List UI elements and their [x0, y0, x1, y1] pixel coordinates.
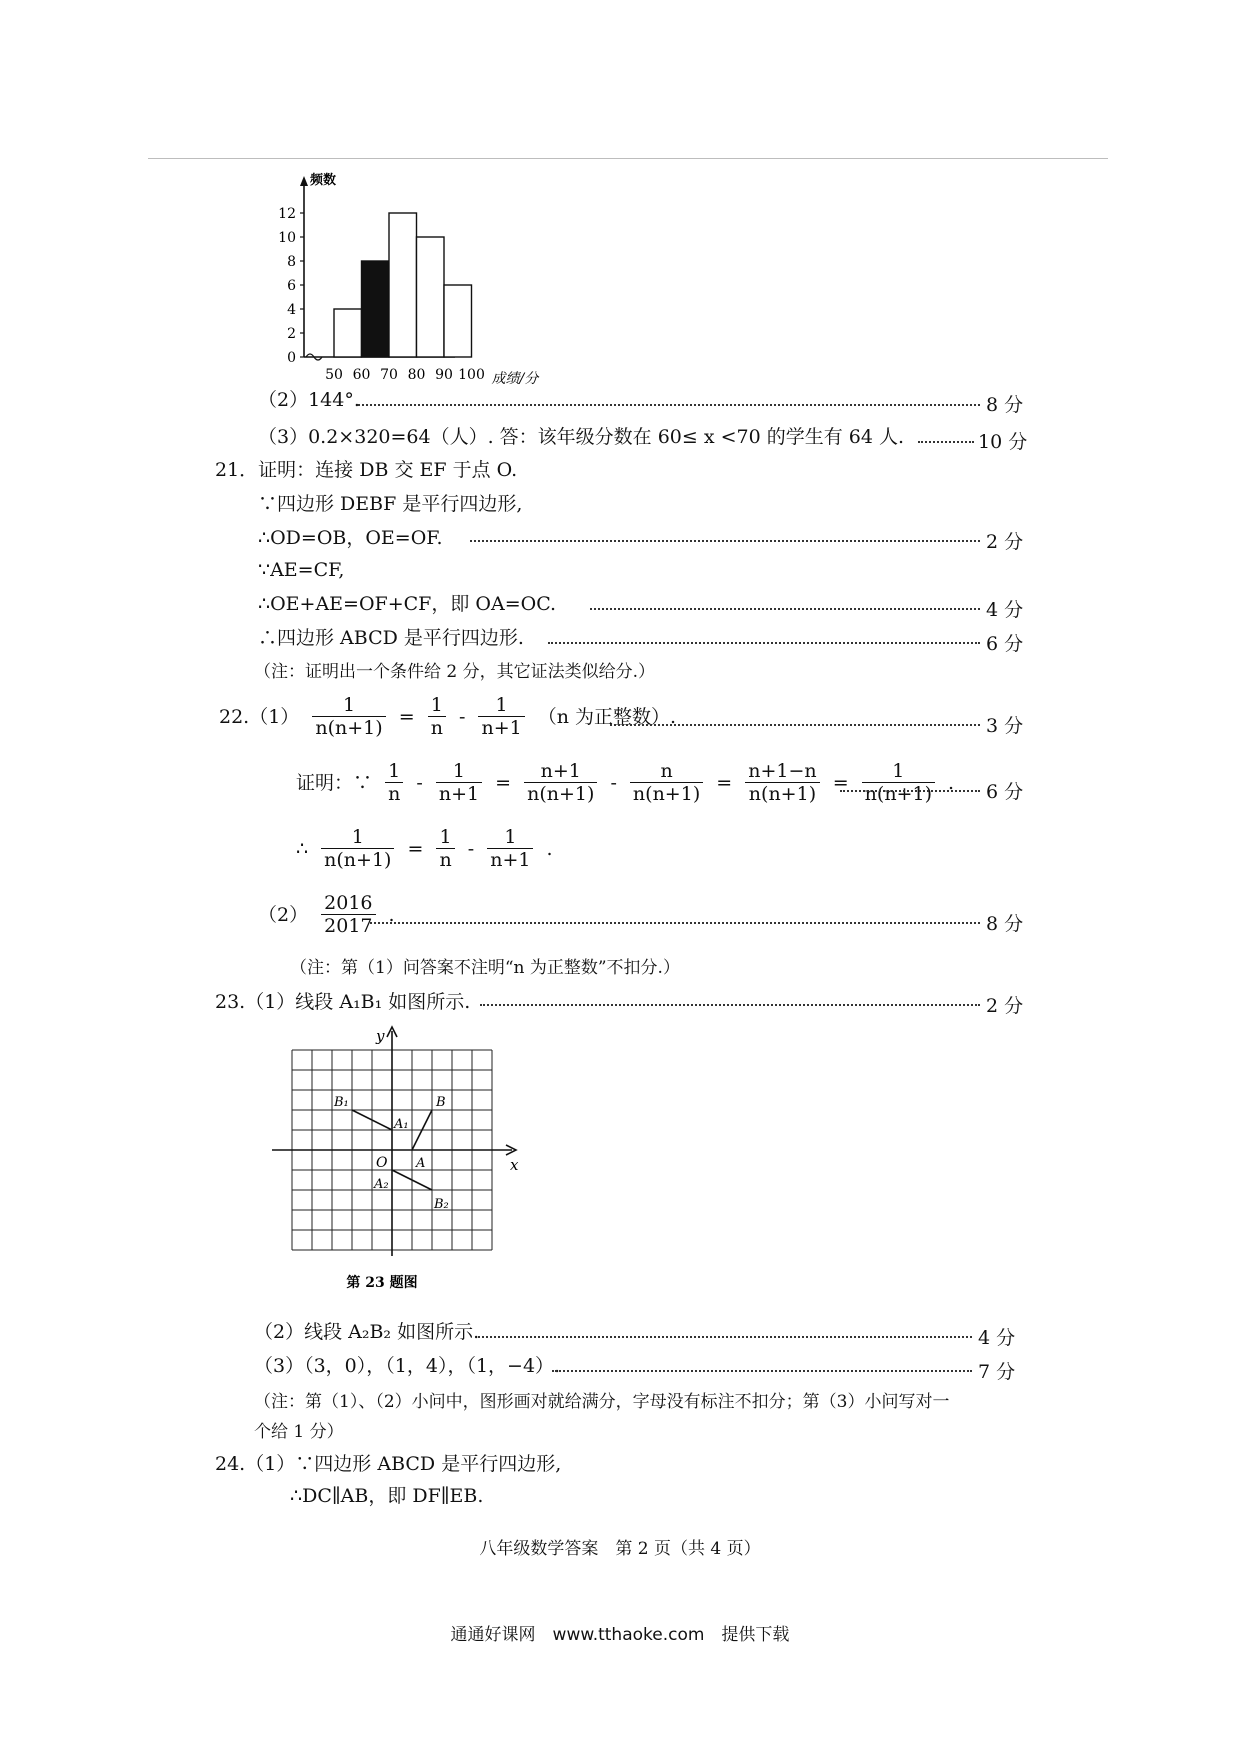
- y-tick-label: 6: [287, 278, 296, 294]
- fraction: $\frac{1}{n}$: [385, 760, 403, 805]
- leader-dots: [370, 920, 980, 924]
- q21-note: （注：证明出一个条件给 2 分，其它证法类似给分.）: [254, 662, 656, 682]
- q23-note-line1: （注：第（1）、（2）小问中，图形画对就给满分，字母没有标注不扣分；第（3）小问写对一: [254, 1392, 950, 1412]
- figure-caption: 第 23 题图: [346, 1275, 418, 1291]
- point-label-B2: B₂: [434, 1197, 449, 1212]
- bar: [444, 285, 472, 357]
- minus: -: [458, 705, 466, 728]
- score: 6 分: [986, 781, 1024, 803]
- period: .: [388, 903, 395, 926]
- q20-part2: （2）144°.: [258, 389, 360, 411]
- leader-dots: [552, 1368, 972, 1372]
- coordinate-grid-figure: [270, 1025, 540, 1307]
- x-tick-label: 90: [435, 367, 453, 383]
- x-tick-label: 70: [380, 367, 398, 383]
- period: .: [546, 837, 553, 860]
- leader-dots: [610, 722, 980, 726]
- x-axis-label: x: [510, 1156, 519, 1174]
- leader-dots: [840, 788, 980, 792]
- q21-line3: ∴OD=OB，OE=OF.: [258, 527, 443, 549]
- leader-dots: [590, 606, 980, 610]
- equals: =: [495, 771, 512, 794]
- fraction: $\frac{1}{n(n+1)}$: [862, 760, 935, 805]
- equals: =: [716, 771, 733, 794]
- x-tick-label: 80: [407, 367, 426, 383]
- y-axis-arrow: [300, 176, 308, 186]
- y-tick-label: 4: [287, 302, 296, 318]
- q21-line6: ∴四边形 ABCD 是平行四边形.: [258, 627, 524, 649]
- fraction: $\frac{n+1}{n(n+1)}$: [524, 760, 597, 805]
- leader-dots: [548, 640, 980, 644]
- y-tick-label: 10: [278, 230, 296, 246]
- q24-line2: ∴DC∥AB，即 DF∥EB.: [290, 1485, 484, 1507]
- equals: =: [832, 771, 849, 794]
- minus: -: [467, 837, 475, 860]
- fraction: $\frac{1}{n(n+1)}$: [312, 694, 385, 739]
- point-label-B: B: [436, 1095, 446, 1110]
- bar: [389, 213, 417, 357]
- q22-part1-formula: [215, 694, 680, 739]
- period: .: [948, 771, 955, 794]
- fraction: $\frac{1}{n+1}$: [487, 826, 533, 871]
- condition-text: （n 为正整数）.: [537, 705, 677, 728]
- score: 4 分: [986, 599, 1024, 621]
- fraction: $\frac{1}{n(n+1)}$: [321, 826, 394, 871]
- fraction: $\frac{1}{n}$: [428, 694, 446, 739]
- equals: =: [407, 837, 424, 860]
- score: 4 分: [978, 1327, 1016, 1349]
- y-axis-label: 频数: [310, 173, 337, 188]
- x-tick-label: 60: [352, 367, 371, 383]
- x-axis-label: 成绩/分: [491, 371, 539, 387]
- part-label: （2）: [258, 903, 309, 926]
- proof-label: 证明：∵: [296, 771, 373, 794]
- score: 7 分: [978, 1361, 1016, 1383]
- q21-line4: ∵AE=CF,: [258, 559, 345, 581]
- q23-line2: （2）线段 A₂B₂ 如图所示.: [254, 1321, 480, 1343]
- histogram-chart: [250, 172, 590, 397]
- y-tick-label: 8: [287, 254, 296, 270]
- equals: =: [398, 705, 415, 728]
- leader-dots: [478, 1334, 972, 1338]
- q21-line2: ∵四边形 DEBF 是平行四边形,: [258, 493, 523, 515]
- score: 8 分: [986, 394, 1024, 416]
- y-tick-label: 12: [278, 206, 296, 222]
- point-label-B1: B₁: [334, 1095, 349, 1110]
- q20-part3: （3）0.2×320=64（人）. 答：该年级分数在 60≤ x <70 的学生有 64 人.: [258, 426, 905, 448]
- score: 10 分: [978, 431, 1028, 453]
- leader-dots: [358, 402, 980, 406]
- fraction: $\frac{1}{n+1}$: [436, 760, 482, 805]
- score: 8 分: [986, 913, 1024, 935]
- q22-part2: [254, 892, 399, 937]
- bar: [417, 237, 445, 357]
- therefore-sign: ∴: [296, 837, 309, 860]
- q22-proof: [292, 760, 958, 805]
- y-tick-label: 0: [287, 350, 296, 366]
- leader-dots: [480, 1002, 980, 1006]
- x-tick-label: 100: [458, 367, 485, 383]
- fraction: $\frac{n+1-n}{n(n+1)}$: [745, 760, 819, 805]
- q23-line3: （3）（3，0），（1，4），（1，−4）.: [254, 1355, 561, 1377]
- fraction: $\frac{1}{n+1}$: [478, 694, 524, 739]
- minus: -: [416, 771, 423, 794]
- fraction: $\frac{n}{n(n+1)}$: [630, 760, 703, 805]
- y-axis-label: y: [376, 1027, 385, 1045]
- score: 3 分: [986, 715, 1024, 737]
- q23-note-line2: 个给 1 分）: [254, 1422, 344, 1442]
- score: 2 分: [986, 995, 1024, 1017]
- score: 6 分: [986, 633, 1024, 655]
- fraction: $\frac{1}{n}$: [436, 826, 454, 871]
- y-tick-label: 2: [287, 326, 296, 342]
- q21-line1: 21．证明：连接 DB 交 EF 于点 O.: [215, 459, 518, 481]
- leader-dots: [470, 538, 980, 542]
- x-tick-label: 50: [325, 367, 343, 383]
- page-footer: 八年级数学答案 第 2 页（共 4 页）: [479, 1539, 761, 1559]
- q22-note: （注：第（1）问答案不注明“n 为正整数”不扣分.）: [290, 958, 680, 978]
- leader-dots: [918, 439, 974, 443]
- origin-label: O: [376, 1155, 388, 1171]
- minus: -: [610, 771, 617, 794]
- point-label-A1: A₁: [394, 1117, 409, 1132]
- q22-therefore: [292, 826, 557, 871]
- q21-line5: ∴OE+AE=OF+CF，即 OA=OC.: [258, 593, 557, 615]
- q24-line1: 24.（1）∵四边形 ABCD 是平行四边形,: [215, 1453, 562, 1475]
- bar: [362, 261, 390, 357]
- bar: [334, 309, 362, 357]
- q23-line1: 23.（1）线段 A₁B₁ 如图所示.: [215, 991, 471, 1013]
- score: 2 分: [986, 531, 1024, 553]
- q22-number: 22.（1）: [219, 705, 300, 728]
- download-credit: 通通好课网 www.tthaoke.com 提供下载: [450, 1625, 790, 1645]
- point-label-A: A: [416, 1156, 426, 1171]
- fraction: $\frac{2016}{2017}$: [321, 892, 375, 937]
- point-label-A2: A₂: [374, 1177, 389, 1192]
- top-rule: [148, 158, 1108, 159]
